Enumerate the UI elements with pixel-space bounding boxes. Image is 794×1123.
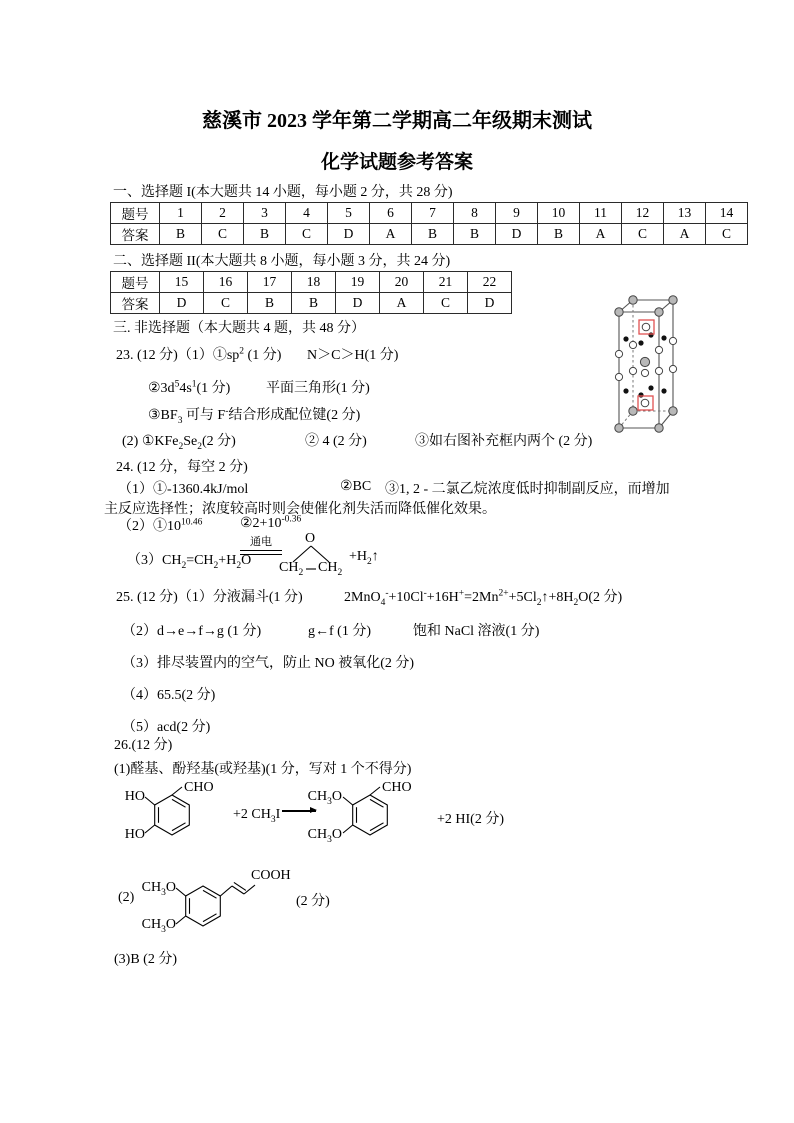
table-cell: D xyxy=(468,293,512,314)
table-row xyxy=(111,224,748,245)
q25-line5 xyxy=(122,716,210,736)
table-cell: 20 xyxy=(380,272,424,293)
reaction-condition xyxy=(240,537,282,555)
epoxide-ch2-right-label: $CH_2$ xyxy=(318,560,343,578)
section1-heading: 一、选择题 I(本大题共 14 小题，每小题 2 分，共 28 分) xyxy=(113,185,453,200)
byproduct-text: +2 HI(2 分) xyxy=(437,812,504,827)
table-cell: 8 xyxy=(454,203,496,224)
table-row xyxy=(111,203,748,224)
q24-answer-5: $②2+10^{-0.36}$ xyxy=(240,514,302,531)
part2-score-text: (2 分) xyxy=(296,894,330,909)
table-cell: A xyxy=(370,224,412,245)
q23-line1 xyxy=(116,344,399,364)
q26-head-text: 26.(12 分) xyxy=(114,738,173,753)
q25-answer-1: 25. (12 分)（1）分液漏斗(1 分) xyxy=(116,590,303,605)
table-cell: 19 xyxy=(336,272,380,293)
epoxide-ch2-left-label: $CH_2$ xyxy=(279,560,304,578)
q25-answer-2: （2）d→e→f→g (1 分) xyxy=(122,624,262,639)
q23-answer-5: $③BF_3$ 可与 F-结合形成配位键(2 分) xyxy=(148,406,361,426)
table-cell: D xyxy=(496,224,538,245)
q24-head-text: 24. (12 分，每空 2 分) xyxy=(116,460,248,475)
equals-double-line xyxy=(240,550,282,555)
q26-answer-1: (1)醛基、酚羟基(或羟基)(1 分，写对 1 个不得分) xyxy=(114,762,412,777)
table-cell: 17 xyxy=(248,272,292,293)
q26-head xyxy=(114,734,172,754)
q25-answer-3: g←f (1 分) xyxy=(308,624,371,639)
reactant-ho-bottom-label: HO xyxy=(124,827,145,842)
equation-reactants: $(3)CH_2=CH_2+H_2O$ xyxy=(127,553,252,571)
q23-answer-6: (2) $①KFe_2Se_2(2$ 分) xyxy=(122,434,236,452)
table-cell: B xyxy=(292,293,336,314)
q23-answer-4: 平面三角形(1 分) xyxy=(266,381,370,396)
table-cell: 22 xyxy=(468,272,512,293)
page-subtitle: 化学试题参考答案 xyxy=(320,152,473,173)
row-label: 题号 xyxy=(111,203,160,224)
q24-answer-3b: 主反应选择性；浓度较高时则会使催化剂失活而降低催化效果。 xyxy=(104,502,496,517)
q23-answer-7: ② 4 (2 分) xyxy=(305,434,367,449)
table-cell: A xyxy=(664,224,706,245)
table-cell: 12 xyxy=(622,203,664,224)
table-cell: 9 xyxy=(496,203,538,224)
table-cell: 5 xyxy=(328,203,370,224)
epoxide-structure xyxy=(279,531,343,578)
crystal-structure-figure xyxy=(606,290,686,440)
reactant-ho-top-label: HO xyxy=(124,789,145,804)
table-cell: D xyxy=(328,224,370,245)
table-cell: 14 xyxy=(706,203,748,224)
table-cell: 13 xyxy=(664,203,706,224)
table-cell: C xyxy=(622,224,664,245)
q24-equation3 xyxy=(127,533,427,577)
condition-text: 通电 xyxy=(250,536,272,548)
part2-och3-bottom-label: $CH_3O$ xyxy=(141,917,176,935)
q26-answer-3: (3)B (2 分) xyxy=(114,952,177,967)
q24-answer-4: $(2)①10^{10.46}$ xyxy=(118,517,203,534)
q23-line3 xyxy=(148,404,360,424)
table-cell: C xyxy=(424,293,468,314)
table-cell: B xyxy=(538,224,580,245)
reaction-byproduct xyxy=(437,808,504,828)
table-cell: C xyxy=(706,224,748,245)
table-cell: 7 xyxy=(412,203,454,224)
table-cell: B xyxy=(160,224,202,245)
q25-line2 xyxy=(122,620,540,640)
q25-answer-6: （4）65.5(2 分) xyxy=(122,688,216,703)
q23-answer-2: N＞C＞H(1 分) xyxy=(307,348,399,363)
product-cho-label: CHO xyxy=(382,780,412,795)
q25-answer-4: 饱和 NaCl 溶液(1 分) xyxy=(413,624,540,639)
table-cell: C xyxy=(204,293,248,314)
section3-heading: 三. 非选择题（本大题共 4 题，共 48 分） xyxy=(113,321,365,336)
row-label: 题号 xyxy=(111,272,160,293)
reactant-cho-label: CHO xyxy=(184,780,214,795)
gray-atoms xyxy=(615,296,677,432)
part2-cooh-label: COOH xyxy=(251,868,291,883)
q25-line1 xyxy=(116,586,623,608)
table-cell: B xyxy=(248,293,292,314)
q24-answer-3: ③1, 2 - 二氯乙烷浓度低时抑制副反应，而增加 xyxy=(385,482,670,497)
table-cell: A xyxy=(580,224,622,245)
q23-answer-3: $②3d^54s^1(1$ 分) xyxy=(148,379,231,396)
q23-line2 xyxy=(148,377,370,397)
q26-part2-score xyxy=(296,890,330,910)
q25-answer-5: （3）排尽装置内的空气，防止 NO 被氧化(2 分) xyxy=(122,656,415,671)
part2-label-text: (2) xyxy=(118,890,135,905)
table-row xyxy=(111,272,512,293)
q24-answer-2: ②BC xyxy=(340,479,372,494)
page-title: 慈溪市 2023 学年第二学期高二年级期末测试 xyxy=(202,110,592,132)
table-cell: 21 xyxy=(424,272,468,293)
q23-answer-1: 23. (12 分)$(1)①sp^2$ (1 分) xyxy=(116,346,282,363)
reagent-text: +2 $CH_3I$ xyxy=(233,807,281,825)
q26-line3 xyxy=(114,948,177,968)
table-cell: B xyxy=(244,224,286,245)
q25-ionic-equation: $2MnO_4^-+10Cl^-+16H^+=2Mn^{2+}+5Cl_2↑+8H_2O(2$ 分) xyxy=(344,588,623,608)
table-cell: 16 xyxy=(204,272,248,293)
table-cell: B xyxy=(412,224,454,245)
q25-line3 xyxy=(122,652,414,672)
q24-line3 xyxy=(118,514,302,535)
table-cell: 11 xyxy=(580,203,622,224)
q25-answer-7: （5）acd(2 分) xyxy=(122,720,211,735)
part2-och3-top-label: $CH_3O$ xyxy=(141,880,176,898)
table-cell: 1 xyxy=(160,203,202,224)
q26-line1 xyxy=(114,758,411,778)
equation-products: $+H_2↑$ xyxy=(349,549,379,567)
table-cell: C xyxy=(286,224,328,245)
table-row xyxy=(111,293,512,314)
answer-table-2 xyxy=(110,271,512,314)
section2-heading: 二、选择题 II(本大题共 8 小题，每小题 3 分，共 24 分) xyxy=(113,254,451,269)
row-label: 答案 xyxy=(111,293,160,314)
q23-line4 xyxy=(122,430,593,452)
table-cell: 6 xyxy=(370,203,412,224)
table-cell: 15 xyxy=(160,272,204,293)
epoxide-oxygen-label: O xyxy=(305,531,316,546)
q24-answer-1: （1）①-1360.4kJ/mol xyxy=(118,482,249,497)
table-cell: 4 xyxy=(286,203,328,224)
product-och3-top-label: $CH_3O$ xyxy=(307,789,342,807)
table-cell: 10 xyxy=(538,203,580,224)
table-cell: C xyxy=(202,224,244,245)
q23-answer-8: ③如右图补充框内两个 (2 分) xyxy=(415,434,593,449)
table-cell: A xyxy=(380,293,424,314)
product-och3-bottom-label: $CH_3O$ xyxy=(307,827,342,845)
q24-head xyxy=(116,456,248,476)
table-cell: 3 xyxy=(244,203,286,224)
table-cell: D xyxy=(160,293,204,314)
q25-line4 xyxy=(122,684,215,704)
q24-line1 xyxy=(118,478,670,498)
answer-table-1 xyxy=(110,202,748,245)
table-cell: 18 xyxy=(292,272,336,293)
table-cell: D xyxy=(336,293,380,314)
row-label: 答案 xyxy=(111,224,160,245)
table-cell: B xyxy=(454,224,496,245)
table-cell: 2 xyxy=(202,203,244,224)
